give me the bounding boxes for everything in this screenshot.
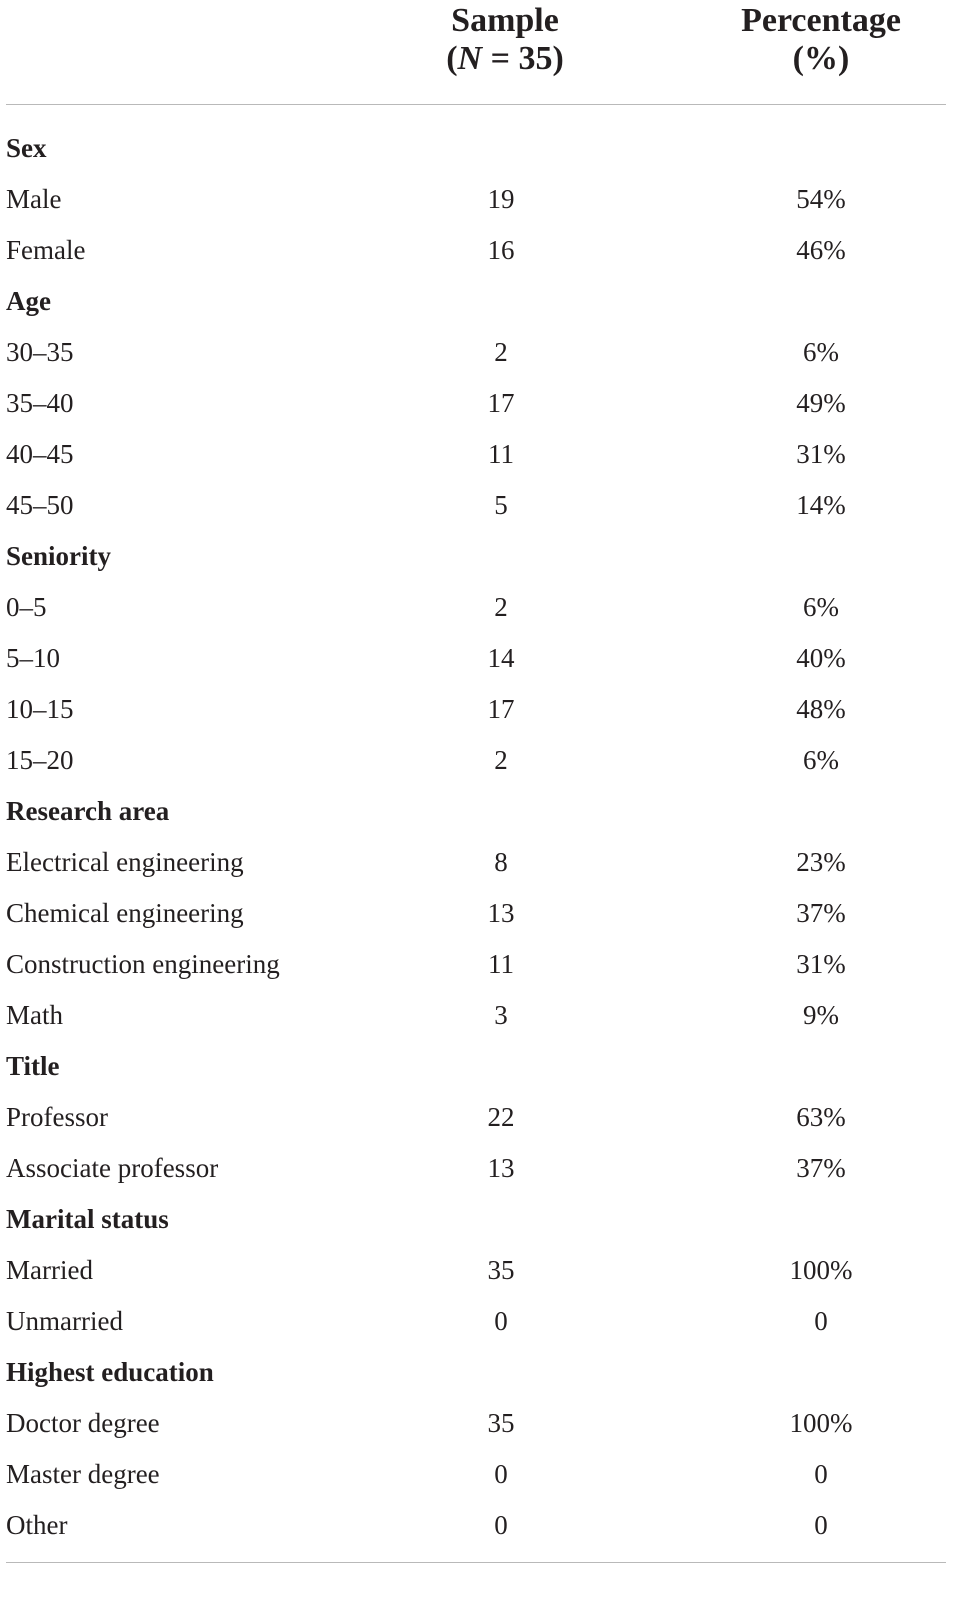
percentage-value: 6% — [803, 592, 839, 622]
sample-value: 0 — [494, 1306, 508, 1336]
row-label: Math — [6, 1000, 63, 1030]
sample-header-line1: Sample — [451, 2, 559, 39]
percentage-value: 63% — [796, 1102, 846, 1132]
sample-value: 5 — [494, 490, 508, 520]
table-row — [6, 327, 946, 378]
sample-header-line2 — [375, 40, 635, 78]
percentage-value: 48% — [796, 694, 846, 724]
table-row — [6, 1449, 946, 1500]
percentage-header-line2: (%) — [792, 40, 850, 77]
row-label: Professor — [6, 1102, 108, 1132]
percentage-value: 46% — [796, 235, 846, 265]
table-body — [6, 105, 946, 1551]
sample-value: 35 — [487, 1255, 515, 1285]
row-label: 10–15 — [6, 694, 74, 724]
section-header-row — [6, 276, 946, 327]
row-label: Male — [6, 184, 62, 214]
sample-value: 16 — [487, 235, 515, 265]
row-label: Unmarried — [6, 1306, 123, 1336]
sample-value: 13 — [487, 1153, 515, 1183]
percentage-value: 0 — [814, 1510, 828, 1540]
percentage-value: 37% — [796, 898, 846, 928]
table-row — [6, 1143, 946, 1194]
table-row — [6, 1398, 946, 1449]
table-row — [6, 1092, 946, 1143]
table-row — [6, 1296, 946, 1347]
sample-value: 2 — [494, 745, 508, 775]
sample-value: 11 — [488, 949, 514, 979]
section-header-row — [6, 531, 946, 582]
table-row — [6, 837, 946, 888]
percentage-value: 40% — [796, 643, 846, 673]
percentage-value: 100% — [789, 1408, 853, 1438]
table-row — [6, 378, 946, 429]
sample-value: 2 — [494, 337, 508, 367]
sample-value: 13 — [487, 898, 515, 928]
sample-header-count: = 35) — [482, 40, 564, 77]
row-label: Doctor degree — [6, 1408, 160, 1438]
section-label: Seniority — [6, 541, 111, 571]
sample-value: 22 — [487, 1102, 515, 1132]
section-header-row — [6, 1041, 946, 1092]
section-label: Marital status — [6, 1204, 169, 1234]
sample-header-n: N — [457, 40, 483, 77]
row-label: 0–5 — [6, 592, 47, 622]
row-label: 15–20 — [6, 745, 74, 775]
section-label: Sex — [6, 133, 47, 163]
section-header-row — [6, 1194, 946, 1245]
table-row — [6, 225, 946, 276]
section-header-row — [6, 786, 946, 837]
sample-value: 14 — [487, 643, 515, 673]
row-label: Construction engineering — [6, 949, 280, 979]
table-row — [6, 1245, 946, 1296]
row-label: 45–50 — [6, 490, 74, 520]
sample-value: 19 — [487, 184, 515, 214]
table-row — [6, 429, 946, 480]
percentage-value: 37% — [796, 1153, 846, 1183]
table-row — [6, 735, 946, 786]
percentage-value: 14% — [796, 490, 846, 520]
table-row — [6, 582, 946, 633]
sample-header-open-paren: ( — [446, 40, 458, 77]
table-row — [6, 633, 946, 684]
table-row — [6, 888, 946, 939]
section-label: Highest education — [6, 1357, 214, 1387]
percentage-value: 0 — [814, 1306, 828, 1336]
row-label: 35–40 — [6, 388, 74, 418]
row-label: Married — [6, 1255, 93, 1285]
table-row — [6, 480, 946, 531]
table-header — [6, 0, 946, 105]
percentage-value: 31% — [796, 439, 846, 469]
demographics-table — [6, 0, 946, 1551]
row-label: Electrical engineering — [6, 847, 244, 877]
sample-value: 8 — [494, 847, 508, 877]
section-header-row — [6, 1347, 946, 1398]
percentage-column-header — [691, 2, 951, 78]
section-label: Research area — [6, 796, 170, 826]
table-row — [6, 990, 946, 1041]
sample-column-header — [375, 2, 635, 78]
sample-value: 2 — [494, 592, 508, 622]
sample-value: 35 — [487, 1408, 515, 1438]
sample-value: 0 — [494, 1510, 508, 1540]
percentage-header-line1: Percentage — [741, 2, 901, 39]
sample-value: 11 — [488, 439, 514, 469]
percentage-value: 9% — [803, 1000, 839, 1030]
percentage-value: 100% — [789, 1255, 853, 1285]
sample-value: 17 — [487, 694, 515, 724]
table-row — [6, 684, 946, 735]
row-label: Associate professor — [6, 1153, 219, 1183]
table-row — [6, 1500, 946, 1551]
row-label: Female — [6, 235, 86, 265]
sample-value: 3 — [494, 1000, 508, 1030]
row-label: 30–35 — [6, 337, 74, 367]
row-label: Chemical engineering — [6, 898, 244, 928]
percentage-value: 0 — [814, 1459, 828, 1489]
percentage-value: 49% — [796, 388, 846, 418]
section-header-row — [6, 123, 946, 174]
table-row — [6, 174, 946, 225]
table-row — [6, 939, 946, 990]
percentage-value: 6% — [803, 745, 839, 775]
section-label: Title — [6, 1051, 60, 1081]
row-label: Master degree — [6, 1459, 160, 1489]
percentage-value: 31% — [796, 949, 846, 979]
row-label: 5–10 — [6, 643, 60, 673]
section-label: Age — [6, 286, 51, 316]
percentage-value: 6% — [803, 337, 839, 367]
sample-value: 0 — [494, 1459, 508, 1489]
sample-value: 17 — [487, 388, 515, 418]
percentage-value: 54% — [796, 184, 846, 214]
bottom-rule — [6, 1562, 946, 1563]
percentage-value: 23% — [796, 847, 846, 877]
row-label: 40–45 — [6, 439, 74, 469]
row-label: Other — [6, 1510, 68, 1540]
